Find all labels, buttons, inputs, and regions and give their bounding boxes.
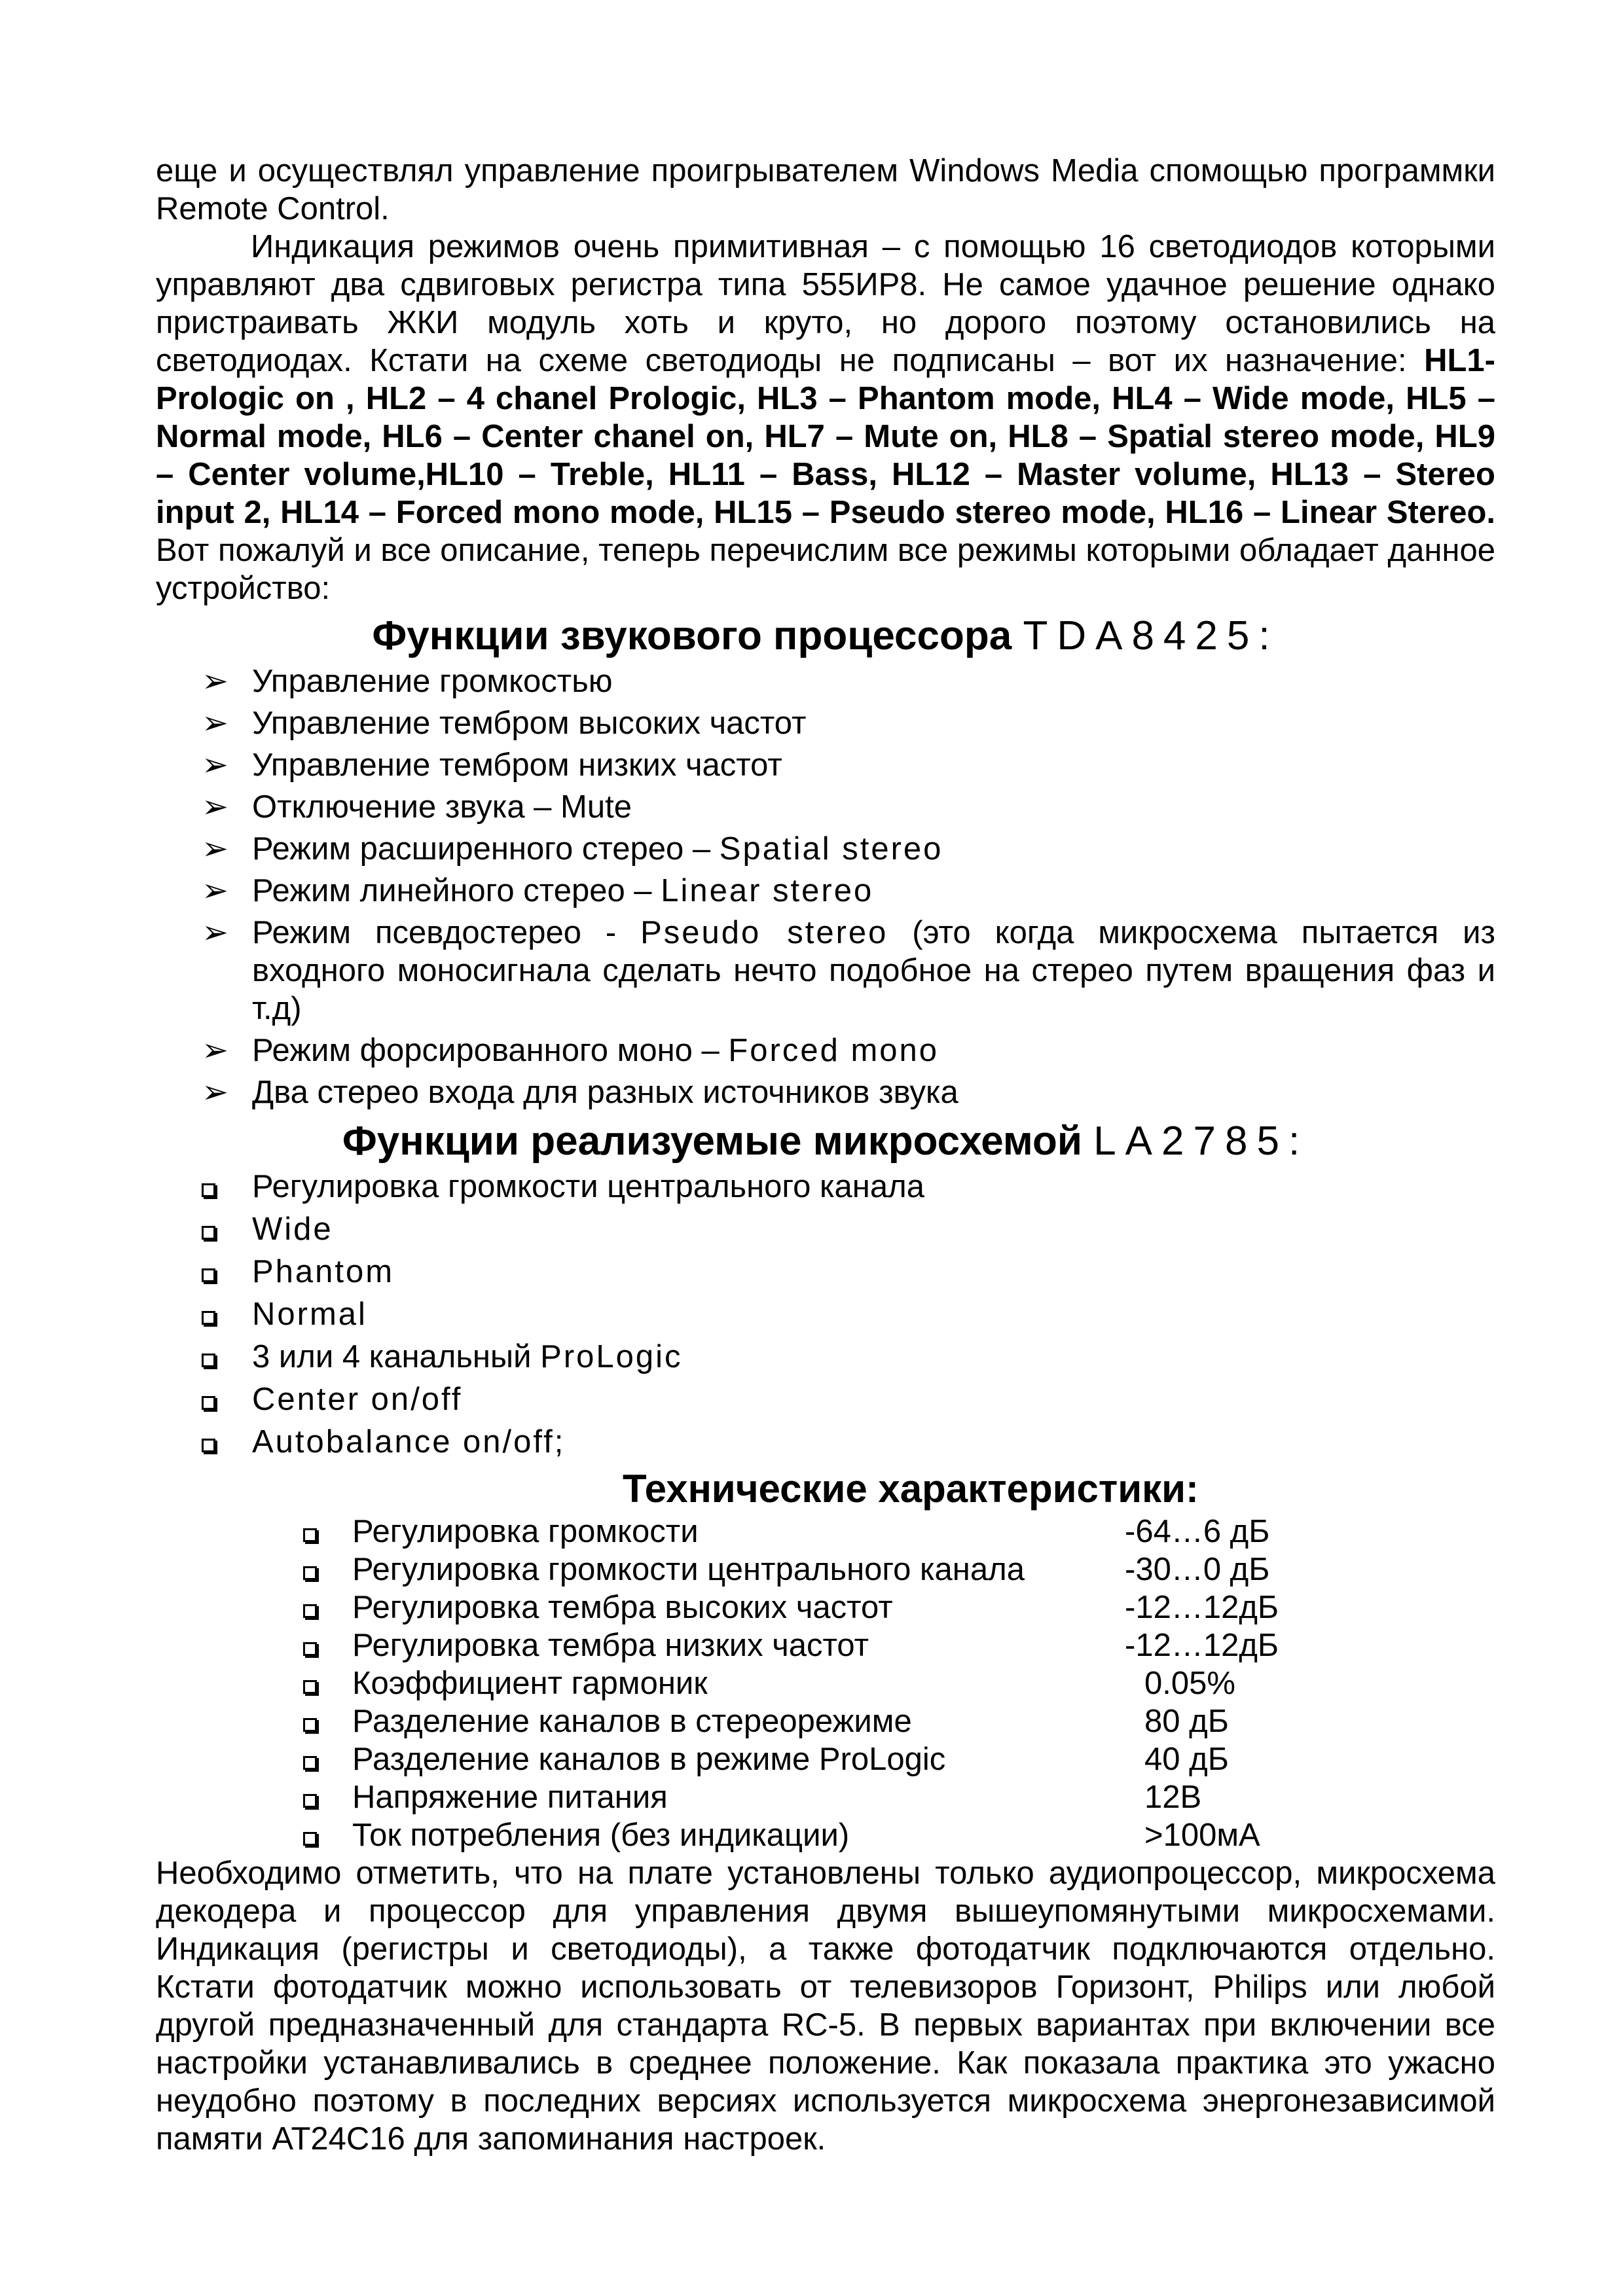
list-item xyxy=(156,872,1495,910)
list-item xyxy=(156,746,1495,784)
led-intro-text: Индикация режимов очень примитивная – с помощью 16 светодиодов которыми управляют два сдвиговых регистра типа 555ИР8. Не самое удачное решение однако пристраивать ЖКИ модуль хоть и круто, но дорого поэтому остановились на светодиодах. Кстати на схеме светодиоды не подписаны – вот их назначение: xyxy=(156,229,1495,378)
list-item-term: Phantom xyxy=(252,1254,395,1289)
list-item-text: Управление тембром низких частот xyxy=(252,747,782,783)
tda-function-list xyxy=(156,662,1495,1111)
list-item xyxy=(156,788,1495,826)
list-item-text: Отключение звука – Mute xyxy=(252,789,632,825)
square-bullet-icon xyxy=(202,1311,215,1325)
spec-name: Регулировка громкости xyxy=(352,1514,699,1549)
list-item-text: Управление тембром высоких частот xyxy=(252,706,807,741)
intro-paragraph-2 xyxy=(156,228,1495,607)
spec-name: Напряжение питания xyxy=(352,1780,668,1815)
square-bullet-icon xyxy=(303,1680,317,1694)
square-bullet-icon xyxy=(303,1832,317,1846)
list-item-text: Управление громкостью xyxy=(252,664,613,699)
square-bullet-icon xyxy=(303,1604,317,1618)
list-item xyxy=(156,1168,1495,1206)
tda-heading xyxy=(156,610,1495,662)
list-item xyxy=(156,1338,1495,1376)
spec-name: Ток потребления (без индикации) xyxy=(352,1818,850,1853)
list-item xyxy=(156,1210,1495,1248)
list-item xyxy=(156,914,1495,1028)
spec-name: Регулировка громкости центрального канала xyxy=(352,1552,1025,1587)
page-content xyxy=(156,152,1495,2158)
list-item-text: Режим псевдостерео - xyxy=(252,915,641,950)
table-row xyxy=(156,1513,1406,1551)
list-item-text: Режим линейного стерео – xyxy=(252,873,661,908)
tda-chip-name: TDA8425: xyxy=(1023,613,1279,658)
list-item-term: Wide xyxy=(252,1211,333,1247)
list-item xyxy=(156,1295,1495,1333)
list-item xyxy=(156,704,1495,742)
la-function-list xyxy=(156,1168,1495,1461)
list-item xyxy=(156,1423,1495,1461)
spec-value: -12…12дБ xyxy=(1125,1628,1279,1663)
list-item xyxy=(156,1380,1495,1418)
la-heading-text: Функции реализуемые микросхемой xyxy=(342,1119,1082,1164)
spec-value: 12В xyxy=(1144,1780,1202,1815)
square-bullet-icon xyxy=(202,1183,215,1197)
arrow-bullet-icon: ➢ xyxy=(202,831,229,867)
spec-value: 0.05% xyxy=(1144,1666,1235,1701)
square-bullet-icon xyxy=(303,1794,317,1808)
la-heading xyxy=(156,1115,1495,1168)
table-row xyxy=(156,1588,1406,1626)
table-row xyxy=(156,1664,1406,1702)
list-item-text: Два стерео входа для разных источников звука xyxy=(252,1075,958,1110)
led-assignment-list: HL1- Prologic on , HL2 – 4 chanel Prologic, HL3 – Phantom mode, HL4 – Wide mode, HL5 – Normal mode, HL6 – Center chanel on, HL7 – Mute on, HL8 – Spatial stereo mode, HL9 – Center volume,HL10 – Treble, HL11 – Bass, HL12 – Master volume, HL13 – Stereo input 2, HL14 – Forced mono mode, HL15 – Pseudo stereo mode, HL16 – Linear Stereo. xyxy=(156,343,1495,530)
arrow-bullet-icon: ➢ xyxy=(202,706,229,741)
table-row xyxy=(156,1816,1406,1854)
spec-name: Регулировка тембра высоких частот xyxy=(352,1590,893,1625)
specs-heading: Технические характеристики: xyxy=(622,1467,1199,1511)
list-item-term: Pseudo stereo xyxy=(640,915,888,950)
list-item-note: (это когда микросхема пытается из входного моносигнала сделать нечто подобное на стерео путем вращения фаз и т.д) xyxy=(252,915,1495,1026)
spec-value: 80 дБ xyxy=(1144,1704,1229,1739)
list-item-term: Autobalance on/off; xyxy=(252,1424,566,1460)
square-bullet-icon xyxy=(202,1439,215,1452)
table-row xyxy=(156,1626,1406,1664)
arrow-bullet-icon: ➢ xyxy=(202,1033,229,1068)
table-row xyxy=(156,1778,1406,1816)
arrow-bullet-icon: ➢ xyxy=(202,747,229,783)
spec-value: >100мА xyxy=(1144,1818,1260,1853)
list-item-term: Forced mono xyxy=(728,1033,939,1068)
list-item-term: Normal xyxy=(252,1297,367,1332)
list-item-text: 3 или 4 канальный xyxy=(252,1339,541,1374)
list-item xyxy=(156,1031,1495,1069)
list-item-term: Linear stereo xyxy=(661,873,874,908)
square-bullet-icon xyxy=(303,1528,317,1542)
la-chip-name: LA2785: xyxy=(1093,1119,1309,1164)
spec-name: Разделение каналов в режиме ProLogic xyxy=(352,1742,946,1777)
arrow-bullet-icon: ➢ xyxy=(202,915,229,950)
square-bullet-icon xyxy=(303,1642,317,1656)
square-bullet-icon xyxy=(303,1756,317,1770)
list-item-text: Регулировка громкости центрального канала xyxy=(252,1169,924,1204)
spec-name: Разделение каналов в стереорежиме xyxy=(352,1704,912,1739)
spec-value: -12…12дБ xyxy=(1125,1590,1279,1625)
list-item xyxy=(156,1253,1495,1291)
closing-paragraph: Необходимо отметить, что на плате установлены только аудиопроцессор, микросхема декодера и процессор для управления двумя вышеупомянутыми микросхемами. Индикация (регистры и светодиоды), а также фотодатчик подключаются отдельно. Кстати фотодатчик можно использовать от телевизоров Горизонт, Philips или любой другой предназначенный для стандарта RC-5. В первых вариантах при включении все настройки устанавливались в среднее положение. Как показала практика это ужасно неудобно поэтому в последних версиях используется микросхема энергонезависимой памяти AT24C16 для запоминания настроек. xyxy=(156,1856,1495,2157)
arrow-bullet-icon: ➢ xyxy=(202,664,229,699)
tda-heading-text: Функции звукового процессора xyxy=(372,613,1012,658)
list-item xyxy=(156,830,1495,868)
arrow-bullet-icon: ➢ xyxy=(202,789,229,825)
list-item-term: ProLogic xyxy=(540,1339,683,1374)
spec-value: -30…0 дБ xyxy=(1125,1552,1270,1587)
list-item-text: Режим расширенного стерео – xyxy=(252,831,720,867)
list-item-term: Center on/off xyxy=(252,1382,463,1417)
square-bullet-icon xyxy=(202,1268,215,1282)
table-row xyxy=(156,1702,1406,1740)
modes-lead-text: Вот пожалуй и все описание, теперь перечислим все режимы которыми обладает данное устройство: xyxy=(156,533,1495,606)
square-bullet-icon xyxy=(202,1226,215,1240)
table-row xyxy=(156,1740,1406,1778)
arrow-bullet-icon: ➢ xyxy=(202,873,229,908)
list-item-text: Режим форсированного моно – xyxy=(252,1033,729,1068)
square-bullet-icon xyxy=(303,1566,317,1580)
spec-value: -64…6 дБ xyxy=(1125,1514,1270,1549)
square-bullet-icon xyxy=(202,1354,215,1367)
square-bullet-icon xyxy=(202,1396,215,1410)
spec-value: 40 дБ xyxy=(1144,1742,1229,1777)
square-bullet-icon xyxy=(303,1718,317,1732)
spec-name: Регулировка тембра низких частот xyxy=(352,1628,869,1663)
list-item xyxy=(156,662,1495,700)
arrow-bullet-icon: ➢ xyxy=(202,1075,229,1110)
intro-paragraph-1: еще и осуществлял управление проигрывателем Windows Media спомощью программки Remote Control. xyxy=(156,153,1495,226)
list-item-term: Spatial stereo xyxy=(719,831,943,867)
spec-name: Коэффициент гармоник xyxy=(352,1666,708,1701)
list-item xyxy=(156,1073,1495,1111)
specs-table xyxy=(156,1513,1406,1854)
table-row xyxy=(156,1551,1406,1588)
